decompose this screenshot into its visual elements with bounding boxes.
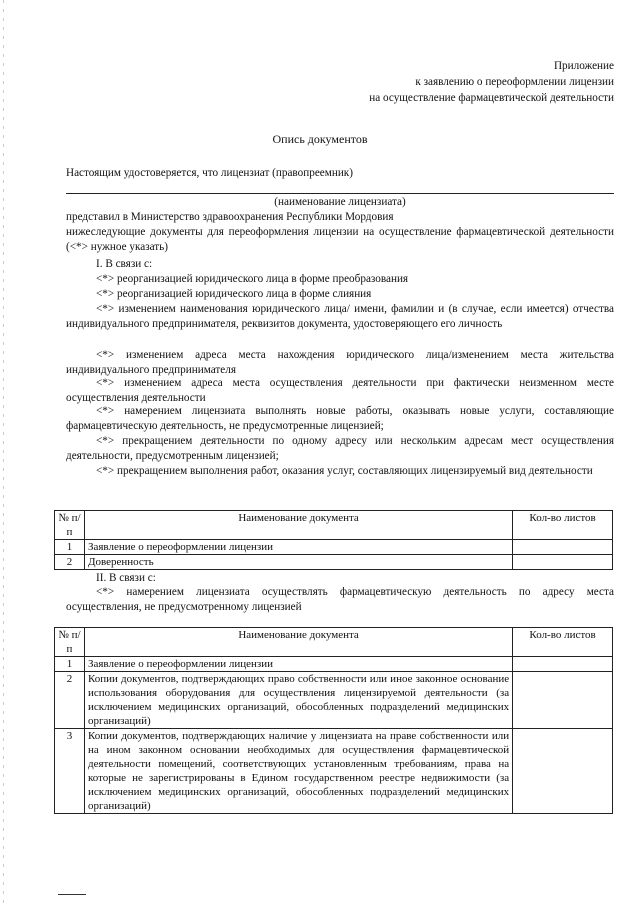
row-number: 3 <box>55 729 85 814</box>
presented-line: представил в Министерство здравоохранения Республики Мордовия <box>66 211 394 223</box>
documents-table-2 <box>54 627 613 814</box>
documents-line: нижеследующие документы для переоформления лицензии на осуществление фармацевтической деятельности (<*> нужное указать) <box>66 226 614 253</box>
annex-line-2: к заявлению о переоформлении лицензии <box>415 76 614 88</box>
section1-item: <*> изменением наименования юридического лица/ имени, фамилии и (в случае, если имеется) отчества индивидуального предпринимателя, реквизитов документа, удостоверяющего его личность <box>66 303 614 330</box>
section2-item: <*> намерением лицензиата осуществлять фармацевтическую деятельность по адресу места осуществления, не предусмотренному лицензией <box>66 586 614 613</box>
section1-heading: I. В связи с: <box>96 258 153 270</box>
document-title: Опись документов <box>272 132 368 146</box>
column-header-number: № п/п <box>55 511 85 540</box>
table-row <box>55 555 613 570</box>
table-row <box>55 540 613 555</box>
section2-heading: II. В связи с: <box>96 572 156 584</box>
document-name: Копии документов, подтверждающих наличие у лицензиата на праве собственности или на ином законном основании необходимых для осуществления фармацевтической деятельности помещений, соответствующих установленным требованиям, права на которые не зарегистрированы в Едином государственном реестре недвижимости (за исключением медицинских организаций, обособленных подразделений медицинских организаций) <box>84 729 512 814</box>
section1-item: <*> изменением адреса места нахождения юридического лица/изменением места жительства индивидуального предпринимателя <box>66 349 614 376</box>
table-header-row <box>55 628 613 657</box>
annex-line-3: на осуществление фармацевтической деятельности <box>369 92 614 104</box>
column-header-sheets: Кол-во листов <box>513 511 613 540</box>
column-header-number: № п/п <box>55 628 85 657</box>
section1-item: <*> намерением лицензиата выполнять новые работы, оказывать новые услуги, составляющие фармацевтическую деятельность, не предусмотренные лицензией; <box>66 405 614 432</box>
row-number: 1 <box>55 657 85 672</box>
footer-mark <box>58 894 86 895</box>
table-row <box>55 729 613 814</box>
annex-header <box>369 58 614 106</box>
column-header-document: Наименование документа <box>84 511 512 540</box>
table-row <box>55 672 613 729</box>
section1-item: <*> реорганизацией юридического лица в форме слияния <box>96 288 372 300</box>
section1-item: <*> прекращением выполнения работ, оказания услуг, составляющих лицензируемый вид деятельности <box>96 465 593 477</box>
table-header-row <box>55 511 613 540</box>
licensee-name-line <box>66 193 614 194</box>
section1-item: <*> изменением адреса места осуществления деятельности при фактически неизменном месте осуществления деятельности <box>66 377 614 404</box>
section1-item: <*> реорганизацией юридического лица в форме преобразования <box>96 273 409 285</box>
licensee-caption: (наименование лицензиата) <box>274 196 406 208</box>
sheet-count <box>513 672 613 729</box>
document-name: Доверенность <box>84 555 512 570</box>
document-name: Заявление о переоформлении лицензии <box>84 540 512 555</box>
sheet-count <box>513 555 613 570</box>
sheet-count <box>513 540 613 555</box>
sheet-count <box>513 657 613 672</box>
row-number: 1 <box>55 540 85 555</box>
column-header-document: Наименование документа <box>84 628 512 657</box>
intro-line: Настоящим удостоверяется, что лицензиат (правопреемник) <box>66 167 353 179</box>
section1-item: <*> прекращением деятельности по одному адресу или нескольким адресам мест осуществления деятельности, предусмотренным лицензией; <box>66 435 614 462</box>
document-name: Заявление о переоформлении лицензии <box>84 657 512 672</box>
row-number: 2 <box>55 555 85 570</box>
document-name: Копии документов, подтверждающих право собственности или иное законное основание использования оборудования для осуществления лицензируемой деятельности (за исключением медицинских организаций, обособленных подразделений медицинских организаций) <box>84 672 512 729</box>
table-row <box>55 657 613 672</box>
annex-line-1: Приложение <box>553 60 614 72</box>
column-header-sheets: Кол-во листов <box>513 628 613 657</box>
sheet-count <box>513 729 613 814</box>
row-number: 2 <box>55 672 85 729</box>
documents-table-1 <box>54 510 613 570</box>
